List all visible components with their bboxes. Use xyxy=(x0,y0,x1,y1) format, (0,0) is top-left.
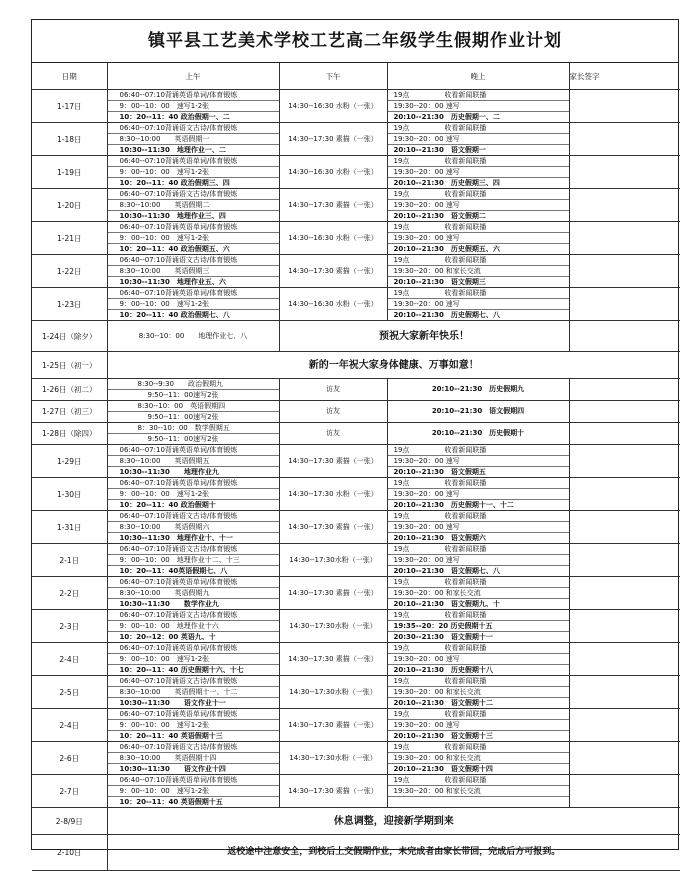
table-row xyxy=(32,610,680,643)
table-row xyxy=(32,352,680,379)
table-row xyxy=(32,544,680,577)
morning-item: 06:40--07:10背诵英语单词/体育锻炼 xyxy=(119,710,238,718)
signature-cell[interactable] xyxy=(569,577,680,610)
date-cell: 2-4日 xyxy=(32,709,107,742)
evening-item: 19:35--20：20 历史假期十五 xyxy=(388,620,569,631)
evening-item: 19点 收看新闻联播 xyxy=(393,223,487,231)
evening-item: 19:30--20：00 速写 xyxy=(388,653,569,664)
morning-item: 8:30--10:00 英语假期十一、十二 xyxy=(108,686,279,697)
signature-cell[interactable] xyxy=(569,423,680,445)
date-cell: 1-21日 xyxy=(32,222,107,255)
notice-message: 休息调整，迎接新学期到来 xyxy=(107,808,680,835)
evening-item: 19:30--20：00 和家长交流 xyxy=(388,265,569,276)
evening-item: 19:30--20：00 速写 xyxy=(388,554,569,565)
afternoon-cell: 访友 xyxy=(279,379,387,401)
date-cell: 1-30日 xyxy=(32,478,107,511)
evening-item: 20:10--21:30 语文假期三 xyxy=(388,276,569,287)
date-cell: 2-4日 xyxy=(32,643,107,676)
morning-item: 10:30--11:30 语文作业十一 xyxy=(108,697,279,708)
morning-item: 8:30--10:00 英语假期三 xyxy=(108,265,279,276)
afternoon-cell: 14:30--17:30水粉（一张） xyxy=(279,676,387,709)
signature-cell[interactable] xyxy=(569,379,680,401)
morning-item: 06:40--07:10背诵英语单词/体育锻炼 xyxy=(119,289,238,297)
evening-item: 20:10--21:30 语文假期二 xyxy=(388,210,569,221)
morning-cell xyxy=(107,511,279,544)
table-row xyxy=(32,288,680,321)
table-row xyxy=(32,577,680,610)
evening-item: 19点 收看新闻联播 xyxy=(393,479,487,487)
signature-cell[interactable] xyxy=(569,321,680,352)
header-row xyxy=(32,63,680,90)
signature-cell[interactable] xyxy=(569,643,680,676)
signature-cell[interactable] xyxy=(569,189,680,222)
evening-item: 20:10--21:30 历史假期三、四 xyxy=(388,177,569,188)
table-row xyxy=(32,90,680,123)
evening-item: 19:30--20：00 速写 xyxy=(388,100,569,111)
afternoon-cell: 14:30--17:30 素描（一张） xyxy=(279,709,387,742)
morning-cell: 8:30--10：00 地理作业七、八 xyxy=(107,321,279,352)
evening-item: 20:10--21:30 历史假期一、二 xyxy=(388,111,569,122)
table-row xyxy=(32,255,680,288)
afternoon-cell: 14:30--17:30水粉（一张） xyxy=(279,544,387,577)
evening-cell xyxy=(387,610,569,643)
evening-cell: 20:10--21:30 语文假期四 xyxy=(387,401,569,423)
schedule-table xyxy=(32,63,680,871)
morning-item: 06:40--07:10背诵语文古诗/体育锻炼 xyxy=(119,545,238,553)
morning-item: 06:40--07:10背诵英语单词/体育锻炼 xyxy=(119,91,238,99)
signature-cell[interactable] xyxy=(569,222,680,255)
morning-cell xyxy=(107,742,279,775)
evening-item: 19点 收看新闻联播 xyxy=(393,677,487,685)
morning-item: 8:30--10:00 英语假期五 xyxy=(108,455,279,466)
evening-item xyxy=(388,796,569,807)
morning-item: 10：20--11：40英语假期七、八 xyxy=(108,565,279,576)
signature-cell[interactable] xyxy=(569,255,680,288)
evening-item: 19点 收看新闻联播 xyxy=(393,578,487,586)
morning-item: 10：20--11：40 政治假期十 xyxy=(108,499,279,510)
morning-item: 9：00--10：00 速写1-2张 xyxy=(108,719,279,730)
date-cell: 1-17日 xyxy=(32,90,107,123)
morning-item: 8:30--10:00 英语假期六 xyxy=(108,521,279,532)
date-cell: 2-1日 xyxy=(32,544,107,577)
morning-cell xyxy=(107,222,279,255)
date-cell: 2-5日 xyxy=(32,676,107,709)
morning-cell xyxy=(107,423,279,445)
evening-cell xyxy=(387,709,569,742)
date-cell: 1-19日 xyxy=(32,156,107,189)
date-cell: 2-8/9日 xyxy=(32,808,107,835)
date-cell: 1-24日（除夕） xyxy=(32,321,107,352)
evening-cell xyxy=(387,478,569,511)
signature-cell[interactable] xyxy=(569,123,680,156)
morning-cell xyxy=(107,401,279,423)
morning-item: 10:30--11:30 地理作业三、四 xyxy=(108,210,279,221)
evening-cell xyxy=(387,676,569,709)
table-row xyxy=(32,478,680,511)
morning-item: 9:50--11：00速写2张 xyxy=(108,433,279,444)
date-cell: 2-10日 xyxy=(32,835,107,871)
evening-item: 19点 收看新闻联播 xyxy=(393,124,487,132)
morning-item: 10:30--11:30 数学作业九 xyxy=(108,598,279,609)
signature-cell[interactable] xyxy=(569,156,680,189)
afternoon-cell: 14:30--17:30 素描（一张） xyxy=(279,511,387,544)
morning-item: 9：00--10：00 速写1-2张 xyxy=(108,166,279,177)
header-am: 上午 xyxy=(107,63,279,90)
evening-item: 19:30--20：00 速写 xyxy=(388,166,569,177)
evening-item: 19:30--20：00 速写 xyxy=(388,232,569,243)
evening-cell xyxy=(387,288,569,321)
morning-item: 06:40--07:10背诵语文古诗/体育锻炼 xyxy=(119,611,238,619)
date-cell: 1-26日（初二） xyxy=(32,379,107,401)
evening-item: 20:10--21:30 语文假期一 xyxy=(388,144,569,155)
table-row xyxy=(32,511,680,544)
date-cell: 1-25日（初一） xyxy=(32,352,107,379)
table-row xyxy=(32,321,680,352)
afternoon-cell: 14:30--17:30 素描（一张） xyxy=(279,123,387,156)
morning-item: 06:40--07:10背诵英语单词/体育锻炼 xyxy=(119,157,238,165)
evening-item: 19点 收看新闻联播 xyxy=(393,91,487,99)
table-row xyxy=(32,709,680,742)
table-row xyxy=(32,808,680,835)
evening-cell xyxy=(387,544,569,577)
evening-item: 19点 收看新闻联播 xyxy=(393,446,487,454)
new-year-message: 预祝大家新年快乐！ xyxy=(279,321,569,352)
morning-item: 10：20--11：40 政治假期三、四 xyxy=(108,177,279,188)
signature-cell[interactable] xyxy=(569,610,680,643)
morning-cell xyxy=(107,379,279,401)
header-date: 日期 xyxy=(32,63,107,90)
afternoon-cell: 14:30--17:30水粉（一张） xyxy=(279,610,387,643)
afternoon-cell: 14:30--17:30 素描（一张） xyxy=(279,445,387,478)
signature-cell[interactable] xyxy=(569,544,680,577)
morning-item: 8:30--10：00 英语假期四 xyxy=(137,402,226,410)
morning-item: 9：00--10：00 速写1-2张 xyxy=(108,488,279,499)
morning-item: 9:50--11：00速写2张 xyxy=(108,411,279,422)
morning-cell xyxy=(107,189,279,222)
evening-cell xyxy=(387,511,569,544)
evening-cell xyxy=(387,577,569,610)
evening-cell xyxy=(387,156,569,189)
morning-cell xyxy=(107,577,279,610)
morning-item: 06:40--07:10背诵语文古诗/体育锻炼 xyxy=(119,190,238,198)
morning-item: 9：00--10：00 地理作业十六 xyxy=(108,620,279,631)
date-cell: 2-2日 xyxy=(32,577,107,610)
afternoon-cell: 14:30--16:30 水粉（一张） xyxy=(279,90,387,123)
table-row xyxy=(32,445,680,478)
table-row xyxy=(32,156,680,189)
evening-cell xyxy=(387,123,569,156)
morning-item: 9：00--10：00 地理作业十二、十三 xyxy=(108,554,279,565)
evening-cell xyxy=(387,445,569,478)
morning-cell xyxy=(107,544,279,577)
morning-cell xyxy=(107,676,279,709)
evening-item: 19点 收看新闻联播 xyxy=(393,157,487,165)
notice-message: 返校途中注意安全，到校后上交假期作业，未完成者由家长带回，完成后方可报到。 xyxy=(107,835,680,871)
morning-item: 06:40--07:10背诵语文古诗/体育锻炼 xyxy=(119,743,238,751)
evening-item: 20:10--21:30 历史假期十八 xyxy=(388,664,569,675)
evening-item: 19:30--20：00 速写 xyxy=(388,199,569,210)
morning-item: 8:30--9:30 政治假期九 xyxy=(137,380,223,388)
afternoon-cell: 14:30--17:30 水粉（一张） xyxy=(279,478,387,511)
evening-item: 19:30--20：00 速写 xyxy=(388,455,569,466)
date-cell: 1-29日 xyxy=(32,445,107,478)
morning-item: 10:30--11:30 语文作业十四 xyxy=(108,763,279,774)
morning-item: 9：00--10：00 速写1-2张 xyxy=(108,298,279,309)
afternoon-cell: 14:30--16:30 水粉（一张） xyxy=(279,156,387,189)
morning-item: 10：20--11：40 历史假期十六、十七 xyxy=(108,664,279,675)
header-sig: 家长签字 xyxy=(569,63,680,90)
morning-item: 10:30--11:30 地理作业九 xyxy=(108,466,279,477)
date-cell: 1-23日 xyxy=(32,288,107,321)
table-row xyxy=(32,123,680,156)
evening-cell xyxy=(387,255,569,288)
signature-cell[interactable] xyxy=(569,511,680,544)
table-row xyxy=(32,742,680,775)
table-row xyxy=(32,189,680,222)
morning-item: 9：00--10：00 速写1-2张 xyxy=(108,100,279,111)
notice-message: 新的一年祝大家身体健康、万事如意！ xyxy=(107,352,680,379)
morning-item: 9：00--10：00 速写1-2张 xyxy=(108,653,279,664)
evening-item: 19:30--20：00 速写 xyxy=(388,133,569,144)
morning-item: 10：20--12：00 英语九、十 xyxy=(108,631,279,642)
signature-cell[interactable] xyxy=(569,742,680,775)
afternoon-cell: 14:30--17:30水粉（一张） xyxy=(279,742,387,775)
signature-cell[interactable] xyxy=(569,445,680,478)
morning-cell xyxy=(107,90,279,123)
table-row xyxy=(32,676,680,709)
evening-cell: 20:10--21:30 历史假期九 xyxy=(387,379,569,401)
evening-cell xyxy=(387,189,569,222)
table-row xyxy=(32,401,680,423)
morning-cell xyxy=(107,478,279,511)
morning-item: 9:50--11：00速写2张 xyxy=(108,389,279,400)
afternoon-cell: 14:30--17:30 素描（一张） xyxy=(279,577,387,610)
evening-item: 20:10--21:30 语文假期七、八 xyxy=(388,565,569,576)
morning-item: 9：00--10：00 速写1-2张 xyxy=(108,232,279,243)
evening-item: 19:30--20：00 速写 xyxy=(388,521,569,532)
morning-item: 06:40--07:10背诵英语单词/体育锻炼 xyxy=(119,479,238,487)
morning-cell xyxy=(107,156,279,189)
evening-item: 20:10--21:30 语文假期十四 xyxy=(388,763,569,774)
table-row xyxy=(32,643,680,676)
date-cell: 1-28日（除四） xyxy=(32,423,107,445)
table-row xyxy=(32,423,680,445)
date-cell: 1-20日 xyxy=(32,189,107,222)
evening-item: 19点 收看新闻联播 xyxy=(393,190,487,198)
morning-item: 10：20--11：40 英语假期十三 xyxy=(108,730,279,741)
morning-item: 10：20--11：40 英语假期十五 xyxy=(108,796,279,807)
evening-item: 19点 收看新闻联播 xyxy=(393,710,487,718)
afternoon-cell: 14:30--17:30 素描（一张） xyxy=(279,643,387,676)
signature-cell[interactable] xyxy=(569,90,680,123)
page xyxy=(31,19,679,857)
date-cell: 2-7日 xyxy=(32,775,107,808)
table-row xyxy=(32,835,680,871)
evening-item: 19:30--20：00 和家长交流 xyxy=(388,587,569,598)
morning-cell xyxy=(107,610,279,643)
morning-item: 10:30--11:30 地理作业一、二 xyxy=(108,144,279,155)
afternoon-cell: 14:30--16:30 水粉（一张） xyxy=(279,222,387,255)
morning-item: 06:40--07:10背诵语文古诗/体育锻炼 xyxy=(119,512,238,520)
morning-cell xyxy=(107,288,279,321)
evening-item: 19:30--20：00 和家长交流 xyxy=(388,785,569,796)
evening-cell xyxy=(387,90,569,123)
signature-cell[interactable] xyxy=(569,478,680,511)
evening-item: 19点 收看新闻联播 xyxy=(393,289,487,297)
evening-item: 19:30--20：00 速写 xyxy=(388,298,569,309)
evening-item: 19点 收看新闻联播 xyxy=(393,545,487,553)
morning-item: 06:40--07:10背诵英语单词/体育锻炼 xyxy=(119,223,238,231)
signature-cell[interactable] xyxy=(569,775,680,808)
evening-item: 20:10--21:30 语文假期九、十 xyxy=(388,598,569,609)
signature-cell[interactable] xyxy=(569,288,680,321)
morning-cell xyxy=(107,643,279,676)
evening-cell: 20:10--21:30 历史假期十 xyxy=(387,423,569,445)
morning-item: 06:40--07:10背诵语文古诗/体育锻炼 xyxy=(119,124,238,132)
evening-item: 19:30--20：00 和家长交流 xyxy=(388,686,569,697)
morning-item: 10：20--11：40 政治假期一、二 xyxy=(108,111,279,122)
signature-cell[interactable] xyxy=(569,401,680,423)
evening-item: 19点 收看新闻联播 xyxy=(393,256,487,264)
signature-cell[interactable] xyxy=(569,709,680,742)
evening-item: 20:10--21:30 语文假期十三 xyxy=(388,730,569,741)
evening-item: 20:30--21:30 语文假期十一 xyxy=(388,631,569,642)
morning-item: 06:40--07:10背诵英语单词/体育锻炼 xyxy=(119,776,238,784)
morning-item: 10:30--11:30 地理作业十、十一 xyxy=(108,532,279,543)
morning-item: 06:40--07:10背诵英语单词/体育锻炼 xyxy=(119,644,238,652)
evening-item: 19点 收看新闻联播 xyxy=(393,644,487,652)
date-cell: 1-27日（初三） xyxy=(32,401,107,423)
evening-item: 20:10--21:30 历史假期五、六 xyxy=(388,243,569,254)
header-pm: 下午 xyxy=(279,63,387,90)
afternoon-cell: 访友 xyxy=(279,401,387,423)
morning-item: 8：30--10：00 数学假期五 xyxy=(137,424,230,432)
morning-item: 06:40--07:10背诵语文古诗/体育锻炼 xyxy=(119,677,238,685)
evening-item: 19:30--20：00 速写 xyxy=(388,488,569,499)
afternoon-cell: 14:30--16:30 水粉（一张） xyxy=(279,288,387,321)
morning-item: 06:40--07:10背诵语文古诗/体育锻炼 xyxy=(119,256,238,264)
date-cell: 1-22日 xyxy=(32,255,107,288)
afternoon-cell: 14:30--17:30 素描（一张） xyxy=(279,189,387,222)
morning-item: 9：00--10：00 速写1-2张 xyxy=(108,785,279,796)
table-row xyxy=(32,379,680,401)
afternoon-cell: 访友 xyxy=(279,423,387,445)
evening-cell xyxy=(387,222,569,255)
page-title: 镇平县工艺美术学校工艺高二年级学生假期作业计划 xyxy=(32,20,678,63)
morning-item: 10：20--11：40 政治假期七、八 xyxy=(108,309,279,320)
table-row xyxy=(32,775,680,808)
evening-item: 20:10--21:30 语文假期五 xyxy=(388,466,569,477)
morning-item: 06:40--07:10背诵英语单词/体育锻炼 xyxy=(119,446,238,454)
afternoon-cell: 14:30--17:30 素描（一张） xyxy=(279,775,387,808)
morning-cell xyxy=(107,775,279,808)
evening-item: 20:10--21:30 历史假期七、八 xyxy=(388,309,569,320)
morning-item: 10：20--11：40 政治假期五、六 xyxy=(108,243,279,254)
evening-item: 20:10--21:30 语文假期六 xyxy=(388,532,569,543)
evening-item: 20:10--21:30 语文假期十二 xyxy=(388,697,569,708)
morning-item: 10:30--11:30 地理作业五、六 xyxy=(108,276,279,287)
date-cell: 2-6日 xyxy=(32,742,107,775)
evening-item: 19点 收看新闻联播 xyxy=(393,776,487,784)
morning-item: 06:40--07:10背诵英语单词/体育锻炼 xyxy=(119,578,238,586)
morning-cell xyxy=(107,123,279,156)
table-row xyxy=(32,222,680,255)
morning-item: 8:30--10:00 英语假期九 xyxy=(108,587,279,598)
evening-item: 19:30--20：00 速写 xyxy=(388,719,569,730)
morning-item: 8:30--10:00 英语假期一 xyxy=(108,133,279,144)
evening-item: 19点 收看新闻联播 xyxy=(393,743,487,751)
afternoon-cell: 14:30--17:30 素描（一张） xyxy=(279,255,387,288)
evening-item: 20:10--21:30 历史假期十一、十二 xyxy=(388,499,569,510)
morning-item: 8:30--10:00 英语假期十四 xyxy=(108,752,279,763)
date-cell: 1-31日 xyxy=(32,511,107,544)
evening-cell xyxy=(387,643,569,676)
evening-item: 19点 收看新闻联播 xyxy=(393,611,487,619)
morning-cell xyxy=(107,445,279,478)
header-eve: 晚上 xyxy=(387,63,569,90)
evening-item: 19点 收看新闻联播 xyxy=(393,512,487,520)
evening-cell xyxy=(387,775,569,808)
date-cell: 2-3日 xyxy=(32,610,107,643)
morning-cell xyxy=(107,255,279,288)
evening-cell xyxy=(387,742,569,775)
morning-cell xyxy=(107,709,279,742)
date-cell: 1-18日 xyxy=(32,123,107,156)
evening-item: 19:30--20：00 和家长交流 xyxy=(388,752,569,763)
morning-item: 8:30--10:00 英语假期二 xyxy=(108,199,279,210)
signature-cell[interactable] xyxy=(569,676,680,709)
